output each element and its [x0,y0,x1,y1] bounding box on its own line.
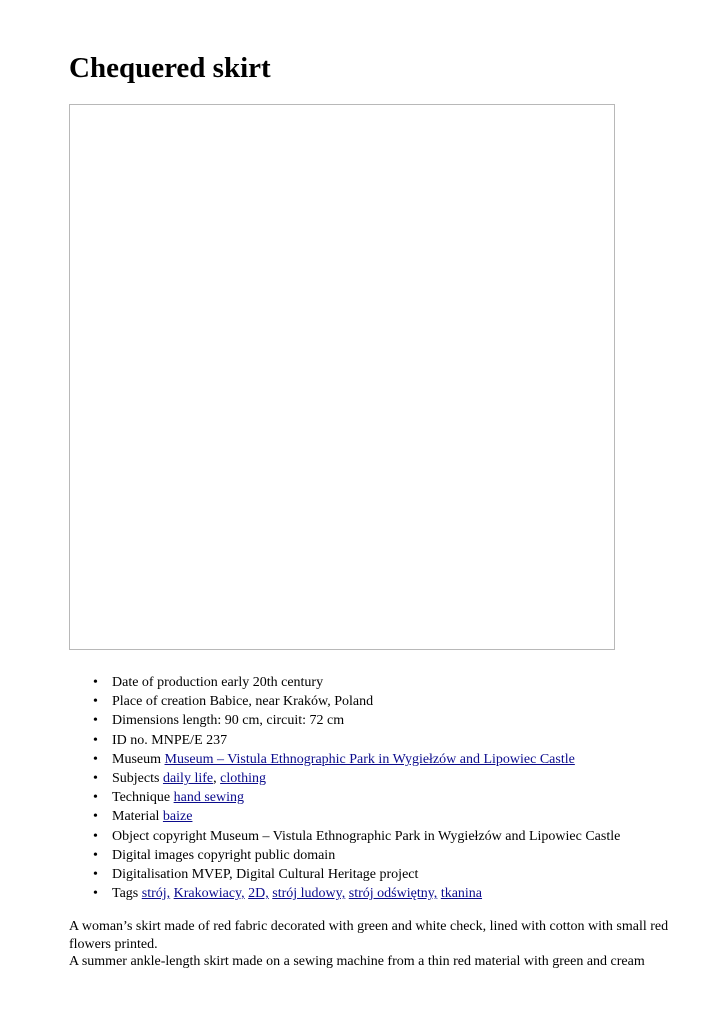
detail-images-copyright [69,846,620,865]
tag-link[interactable]: Krakowiacy, [173,886,245,902]
detail-label: Museum [112,751,161,767]
subject-link-clothing[interactable]: clothing [220,771,266,787]
object-details-list [69,673,620,903]
detail-date [69,673,620,692]
detail-label: Object copyright [112,828,207,844]
detail-value: Museum – Vistula Ethnographic Park in Wygiełzów and Lipowiec Castle [209,828,621,844]
detail-dimensions [69,711,620,730]
object-description [69,918,681,971]
detail-place [69,692,620,711]
technique-link[interactable]: hand sewing [173,790,244,806]
detail-label: Material [112,809,160,825]
detail-label: Dimensions [112,713,179,729]
detail-value: early 20th century [221,675,324,690]
detail-id [69,731,620,750]
museum-link[interactable]: Museum – Vistula Ethnographic Park in Wygiełzów and Lipowiec Castle [164,751,575,767]
tag-link[interactable]: strój ludowy, [272,886,346,902]
page-title: Chequered skirt [69,52,271,84]
detail-label: Place of creation [112,694,207,710]
detail-label: Date of production [112,675,218,690]
detail-technique [69,788,620,807]
subject-link-daily-life[interactable]: daily life [162,771,214,787]
description-paragraph: A summer ankle-length skirt made on a sewing machine from a thin red material with green and cream [69,954,645,969]
detail-value: public domain [254,847,336,863]
detail-label: Technique [112,790,171,806]
detail-tags [69,884,620,903]
subject-separator: , [213,771,217,787]
detail-value: length: 90 cm, circuit: 72 cm [182,713,345,729]
detail-label: Digitalisation [112,867,189,883]
detail-object-copyright [69,827,620,846]
tag-link[interactable]: strój, [141,886,171,902]
detail-label: Tags [112,886,139,902]
detail-digitalisation [69,865,620,884]
detail-value: Babice, near Kraków, Poland [209,694,374,710]
detail-label: Digital images copyright [112,847,252,863]
detail-label: Subjects [112,771,160,787]
detail-subjects [69,769,620,788]
detail-label: ID no. [112,732,148,748]
object-image [69,104,615,650]
detail-value: MVEP, Digital Cultural Heritage project [191,867,419,883]
detail-material [69,807,620,826]
tag-link[interactable]: strój odświętny, [348,886,438,902]
description-paragraph: A woman’s skirt made of red fabric decorated with green and white check, lined with cotton with small red flowers printed. [69,919,669,952]
detail-value: MNPE/E 237 [151,732,228,748]
detail-museum [69,750,620,769]
material-link[interactable]: baize [162,809,193,825]
tag-link[interactable]: 2D, [248,886,269,902]
tag-link[interactable]: tkanina [440,886,483,902]
